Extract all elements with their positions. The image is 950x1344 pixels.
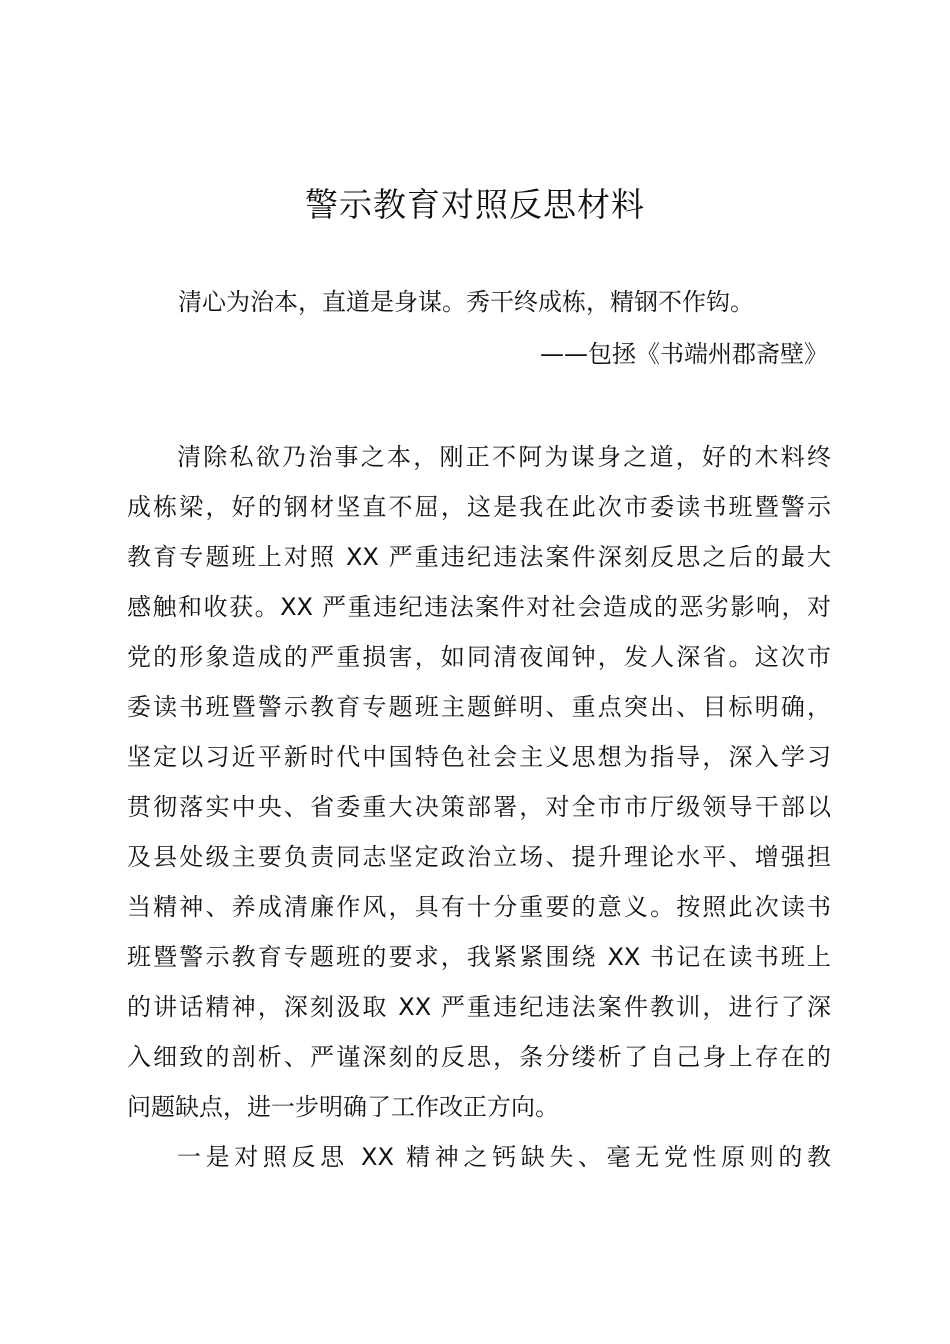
paragraph-line: 贯彻落实中央、省委重大决策部署，对全市市厅级领导干部以 <box>127 793 831 821</box>
epigraph-text: 清心为治本，直道是身谋。秀干终成栋，精钢不作钩。 <box>178 288 754 316</box>
paragraph-line: 教育专题班上对照 XX 严重违纪违法案件深刻反思之后的最大 <box>127 543 831 571</box>
paragraph-line: 感触和收获。XX 严重违纪违法案件对社会造成的恶劣影响，对 <box>127 593 831 621</box>
paragraph-line: 坚定以习近平新时代中国特色社会主义思想为指导，深入学习 <box>127 743 831 771</box>
paragraph-line: 一是对照反思 XX 精神之钙缺失、毫无党性原则的教 <box>177 1143 831 1171</box>
paragraph-line: 清除私欲乃治事之本，刚正不阿为谋身之道，好的木料终 <box>177 443 831 471</box>
paragraph-line: 入细致的剖析、严谨深刻的反思，条分缕析了自己身上存在的 <box>127 1043 831 1071</box>
document-body <box>127 432 831 1182</box>
paragraph-line: 党的形象造成的严重损害，如同清夜闻钟，发人深省。这次市 <box>127 643 831 671</box>
paragraph-line: 的讲话精神，深刻汲取 XX 严重违纪违法案件教训，进行了深 <box>127 993 831 1021</box>
paragraph-line: 委读书班暨警示教育专题班主题鲜明、重点突出、目标明确， <box>127 693 831 721</box>
paragraph-line: 成栋梁，好的钢材坚直不屈，这是我在此次市委读书班暨警示 <box>127 493 831 521</box>
paragraph-line: 当精神、养成清廉作风，具有十分重要的意义。按照此次读书 <box>127 893 831 921</box>
epigraph-source: ——包拯《书端州郡斋壁》 <box>540 340 828 368</box>
paragraph-line: 班暨警示教育专题班的要求，我紧紧围绕 XX 书记在读书班上 <box>127 943 831 971</box>
document-title: 警示教育对照反思材料 <box>305 185 645 224</box>
paragraph-line: 问题缺点，进一步明确了工作改正方向。 <box>127 1093 559 1121</box>
paragraph-line: 及县处级主要负责同志坚定政治立场、提升理论水平、增强担 <box>127 843 831 871</box>
